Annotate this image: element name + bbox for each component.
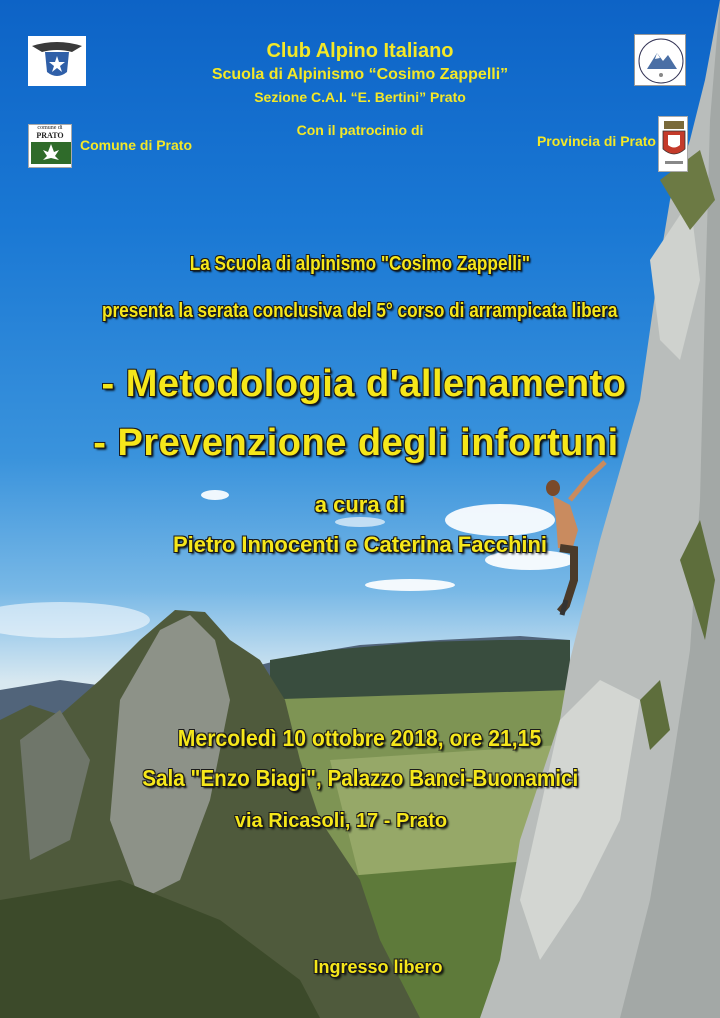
lily-icon (29, 140, 72, 166)
free-entry-text: Ingresso libero (313, 957, 443, 977)
comune-logo-small-text: comune di (37, 125, 63, 131)
intro-line-2 (0, 300, 720, 323)
event-venue (0, 765, 720, 792)
event-date (0, 725, 720, 752)
event-venue-text: Sala "Enzo Biagi", Palazzo Banci-Buonamici (141, 765, 579, 791)
patronage-text: Con il patrocinio di (296, 122, 424, 138)
event-date-text: Mercoledì 10 ottobre 2018, ore 21,15 (178, 725, 542, 751)
title-line-2: - Prevenzione degli infortuni (93, 422, 619, 464)
intro-line-2-text: presenta la serata conclusiva del 5° corso di arrampicata libera (102, 300, 618, 322)
intro-line-1-text: La Scuola di alpinismo "Cosimo Zappelli" (189, 253, 531, 275)
comune-logo-text: PRATO (36, 131, 64, 140)
header-section: Sezione C.A.I. “E. Bertini” Prato (254, 89, 466, 105)
curators-names: Pietro Innocenti e Caterina Facchini (172, 532, 548, 557)
comune-label: Comune di Prato (80, 137, 193, 153)
provincia-label: Provincia di Prato (536, 133, 656, 149)
curators-label: a cura di (314, 492, 406, 517)
title-line-1: - Metodologia d'allenamento (101, 363, 627, 405)
header-club-title: Club Alpino Italiano (266, 40, 454, 62)
intro-line-1 (0, 253, 720, 276)
header-school-name: Scuola di Alpinismo “Cosimo Zappelli” (211, 66, 509, 83)
event-address: via Ricasoli, 17 - Prato (234, 810, 448, 832)
